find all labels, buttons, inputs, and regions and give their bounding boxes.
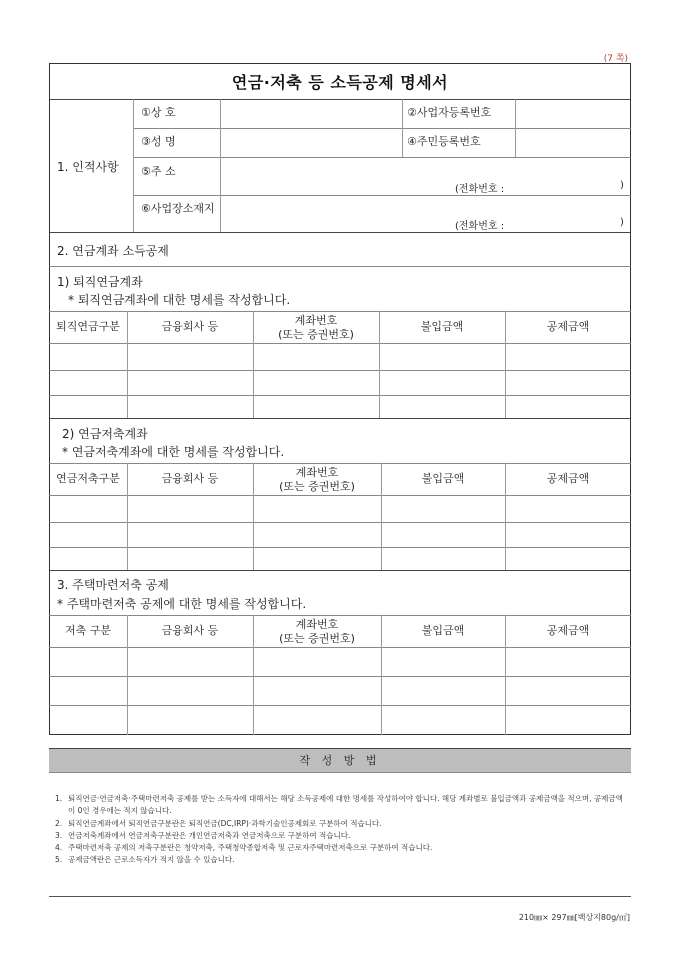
col-header-institution: 금융회사 등 bbox=[161, 624, 219, 637]
col-header-payment: 불입금액 bbox=[421, 472, 465, 485]
col-header-account-sub: (또는 증권번호) bbox=[278, 328, 354, 341]
table3-row bbox=[49, 676, 631, 677]
section3-note: * 주택마련저축 공제에 대한 명세를 작성합니다. bbox=[57, 597, 307, 611]
col-header-account-sub: (또는 증권번호) bbox=[279, 480, 355, 493]
table3-row bbox=[49, 705, 631, 706]
row-divider bbox=[133, 195, 631, 196]
table3-header-bottom bbox=[49, 647, 631, 648]
row-divider bbox=[49, 266, 631, 267]
sub1-title: 1) 퇴직연금계좌 bbox=[57, 275, 143, 289]
table2-header-bottom bbox=[49, 495, 631, 496]
table2-top bbox=[49, 463, 631, 464]
sub2-note: * 연금저축계좌에 대한 명세를 작성합니다. bbox=[62, 445, 285, 459]
resident-reg-no-label: ④주민등록번호 bbox=[407, 135, 481, 148]
table3-top bbox=[49, 615, 631, 616]
form-title: 연금·저축 등 소득공제 명세서 bbox=[231, 73, 449, 92]
phone-label: (전화번호 : bbox=[455, 221, 505, 232]
col-header-type: 연금저축구분 bbox=[56, 472, 120, 485]
footer-divider bbox=[49, 896, 631, 897]
col-header-account-sub: (또는 증권번호) bbox=[279, 632, 355, 645]
method-note: 4. 주택마련저축 공제의 저축구분란은 청약저축, 주택청약종합저축 및 근로자주택마련저축으로 구분하여 적습니다. bbox=[55, 843, 433, 853]
col-divider bbox=[515, 99, 516, 157]
table1-header-bottom bbox=[49, 343, 631, 344]
table2-row bbox=[49, 522, 631, 523]
sub2-title: 2) 연금저축계좌 bbox=[62, 427, 148, 441]
sub1-note: * 퇴직연금계좌에 대한 명세를 작성합니다. bbox=[68, 293, 291, 307]
col-divider bbox=[402, 99, 403, 157]
col-header-deduction: 공제금액 bbox=[546, 624, 590, 637]
col-header-payment: 불입금액 bbox=[421, 624, 465, 637]
phone-close: ) bbox=[620, 180, 624, 191]
method-note: 3. 연금저축계좌에서 연금저축구분란은 개인연금저축과 연금저축으로 구분하여 적습니다. bbox=[55, 830, 351, 840]
method-notes bbox=[55, 793, 630, 867]
row-divider bbox=[133, 128, 631, 129]
method-title: 작 성 방 법 bbox=[49, 748, 631, 773]
method-note: 2. 퇴직연금계좌에서 퇴직연금구분란은 퇴직연금(DC,IRP)·과학기술인공제회로 구분하여 적습니다. bbox=[55, 818, 382, 828]
title-divider bbox=[49, 99, 631, 100]
row-divider bbox=[133, 157, 631, 158]
col-header-account: 계좌번호 bbox=[295, 618, 339, 631]
col-header-payment: 불입금액 bbox=[420, 320, 464, 333]
col-divider bbox=[220, 99, 221, 232]
workplace-address-label: ⑥사업장소재지 bbox=[141, 202, 215, 215]
table1-top bbox=[49, 311, 631, 312]
table1-row bbox=[49, 395, 631, 396]
page-number: (7 쪽) bbox=[603, 54, 628, 64]
section1-label: 1. 인적사항 bbox=[57, 160, 119, 174]
col-header-account: 계좌번호 bbox=[295, 466, 339, 479]
col-divider bbox=[133, 99, 134, 232]
col-header-type: 저축 구분 bbox=[64, 624, 111, 637]
col-header-account: 계좌번호 bbox=[294, 314, 338, 327]
table2-row bbox=[49, 547, 631, 548]
col-header-deduction: 공제금액 bbox=[546, 320, 590, 333]
paper-spec: 210㎜× 297㎜[백상지80g/㎡] bbox=[518, 913, 630, 922]
table1-bottom bbox=[49, 418, 631, 419]
section2-label: 2. 연금계좌 소득공제 bbox=[57, 244, 169, 258]
method-note: 5. 공제금액란은 근로소득자가 적지 않을 수 있습니다. bbox=[55, 855, 235, 865]
table2-bottom bbox=[49, 570, 631, 571]
method-note: 1. 퇴직연금·연금저축·주택마련저축 공제를 받는 소득자에 대해서는 해당 소득공제에 대한 명세를 작성하여야 합니다. 해당 계좌별로 불입금액과 공제금액을 적으며, 공제금액이 0인 경우에는 적지 않습니다. bbox=[55, 794, 623, 816]
col-header-deduction: 공제금액 bbox=[546, 472, 590, 485]
business-reg-no-label: ②사업자등록번호 bbox=[407, 106, 492, 119]
col-header-institution: 금융회사 등 bbox=[161, 320, 219, 333]
phone-close: ) bbox=[620, 217, 624, 228]
table1-row bbox=[49, 370, 631, 371]
col-header-type: 퇴직연금구분 bbox=[56, 320, 120, 333]
col-header-institution: 금융회사 등 bbox=[161, 472, 219, 485]
section-divider bbox=[49, 232, 631, 233]
table2-col bbox=[253, 463, 254, 570]
company-name-label: ①상 호 bbox=[141, 106, 176, 119]
name-label: ③성 명 bbox=[141, 135, 176, 148]
section3-label: 3. 주택마련저축 공제 bbox=[57, 578, 169, 592]
phone-label: (전화번호 : bbox=[455, 184, 505, 195]
table1-col bbox=[253, 311, 254, 418]
address-label: ⑤주 소 bbox=[141, 165, 176, 178]
